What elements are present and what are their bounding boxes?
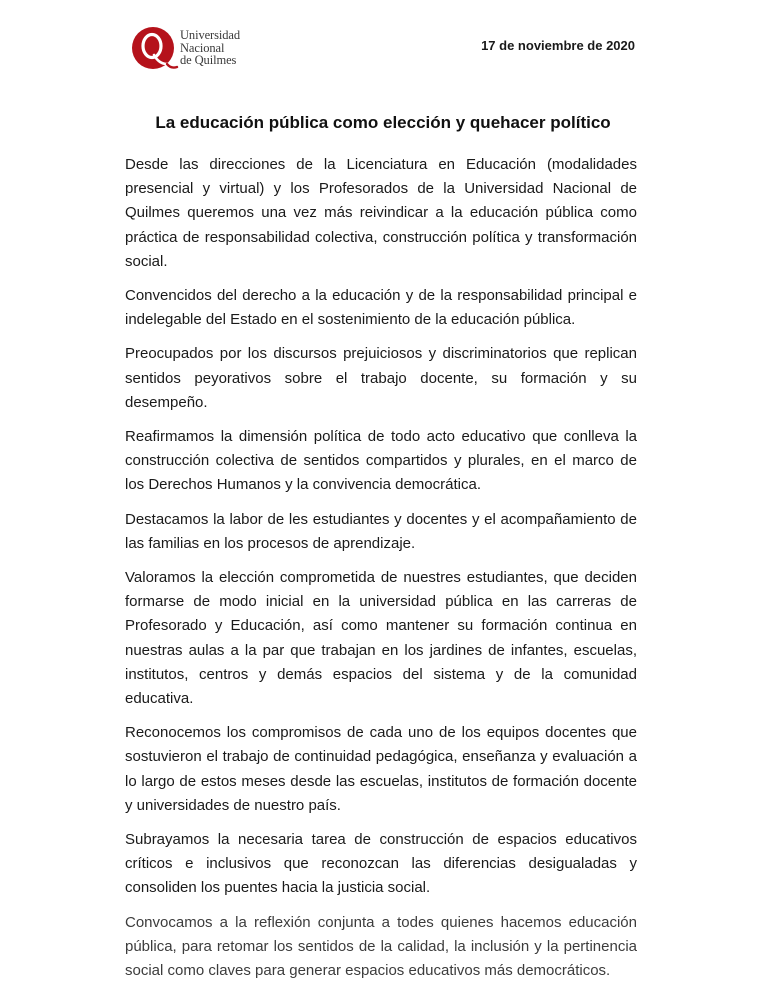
logo-line-1: Universidad: [180, 28, 240, 42]
unq-q-logo-icon: [131, 24, 179, 74]
logo-line-3: de Quilmes: [180, 53, 237, 67]
document-body: [125, 153, 637, 993]
logo-line-2: Nacional: [180, 40, 225, 55]
paragraph: Valoramos la elección comprometida de nuestres estudiantes, que deciden formarse de modo inicial en la universidad pública en las carreras de Profesorado y Educación, así como mantener su formación continua en nuestras aulas a la par que trabajan en los jardines de infantes, escuelas, institutos, centros y demás espacios del sistema y de la comunidad educativa.: [125, 569, 637, 708]
paragraph: Destacamos la labor de les estudiantes y docentes y el acompañamiento de las familias en los procesos de aprendizaje.: [125, 510, 637, 552]
paragraph: Convocamos a la reflexión conjunta a todes quienes hacemos educación pública, para retomar los sentidos de la calidad, la inclusión y la pertinencia social como claves para generar espacios educativos más democráticos.: [125, 913, 637, 980]
paragraph: Preocupados por los discursos prejuiciosos y discriminatorios que replican sentidos peyorativos sobre el trabajo docente, su formación y su desempeño.: [125, 345, 637, 411]
paragraph: Convencidos del derecho a la educación y de la responsabilidad principal e indelegable del Estado en el sostenimiento de la educación pública.: [125, 287, 637, 329]
paragraph: Desde las direcciones de la Licenciatura en Educación (modalidades presencial y virtual) y los Profesorados de la Universidad Nacional de Quilmes queremos una vez más reivindicar a la educación pública como práctica de responsabilidad colectiva, construcción política y transformación social.: [125, 156, 637, 270]
paragraph: Reconocemos los compromisos de cada uno de los equipos docentes que sostuvieron el trabajo de continuidad pedagógica, enseñanza y evaluación a lo largo de estos meses desde las escuelas, institutos de formación docente y universidades de nuestro país.: [125, 724, 637, 814]
logo-wordmark: [180, 29, 240, 67]
university-logo: [131, 24, 261, 74]
document-title: La educación pública como elección y quehacer político: [155, 113, 611, 132]
paragraph: Reafirmamos la dimensión política de todo acto educativo que conlleva la construcción colectiva de sentidos compartidos y plurales, en el marco de los Derechos Humanos y la convivencia democrática.: [125, 428, 637, 494]
paragraph: Subrayamos la necesaria tarea de construcción de espacios educativos críticos e inclusivos que reconozcan las diferencias desigualadas y consoliden los puentes hacia la justicia social.: [125, 831, 637, 897]
document-date: 17 de noviembre de 2020: [481, 38, 635, 53]
